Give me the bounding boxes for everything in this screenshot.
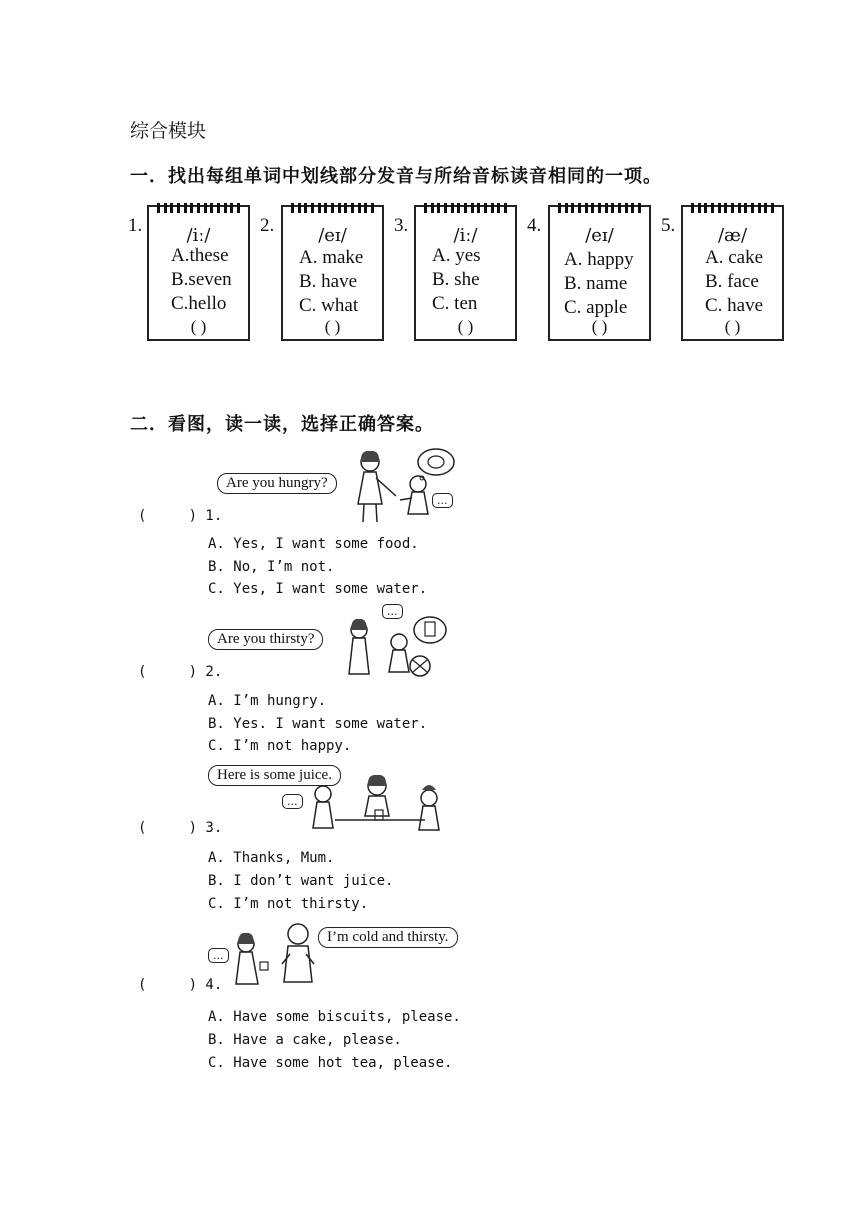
phonetic-card [548,205,651,341]
phonetic-symbol: /æ/ [717,225,748,246]
page-title: 综合模块 [130,120,207,142]
question-number: ( ) 3. [138,820,223,836]
question-number: ( ) 1. [138,508,223,524]
option-c: C. Yes, I want some water. [208,581,428,597]
option-a: A. I’m hungry. [208,693,327,709]
answer-blank[interactable]: ( ) [724,317,741,336]
option-c: C. what [299,295,359,316]
option-c: C. I’m not happy. [208,738,352,754]
option-b: B. face [705,271,759,292]
option-a: A. yes [432,245,481,266]
phonetic-symbol: /eɪ/ [585,225,614,246]
spiral-binding [558,203,641,213]
option-c: C. have [705,295,764,316]
reply-bubble: ... [382,604,403,619]
spiral-binding [424,203,507,213]
option-b: B.seven [171,269,232,290]
phonetic-card [281,205,384,341]
answer-blank[interactable]: ( ) [591,317,608,336]
phonetic-symbol: /iː/ [453,225,478,246]
reply-bubble: ... [208,948,229,963]
phonetic-card [681,205,784,341]
question-number: ( ) 2. [138,664,223,680]
option-b: B. Have a cake, please. [208,1032,402,1048]
option-a: A.these [171,245,229,266]
reply-bubble: ... [282,794,303,809]
option-a: A. Yes, I want some food. [208,536,419,552]
family-table-illustration [305,772,455,834]
speech-bubble: Are you hungry? [217,473,337,494]
spiral-binding [157,203,240,213]
mother-father-illustration [230,920,325,990]
answer-blank[interactable]: ( ) [190,317,207,336]
card-number: 2. [260,215,275,236]
speech-bubble: I’m cold and thirsty. [318,927,458,948]
option-a: A. Have some biscuits, please. [208,1009,461,1025]
card-number: 3. [394,215,409,236]
card-number: 5. [661,215,676,236]
phonetic-card [147,205,250,341]
question-number: ( ) 4. [138,977,223,993]
option-b: B. name [564,273,628,294]
phonetic-symbol: /eɪ/ [318,225,347,246]
reply-bubble: ... [432,493,453,508]
option-a: A. Thanks, Mum. [208,850,335,866]
section1-heading: 一．找出每组单词中划线部分发音与所给音标读音相同的一项。 [130,166,662,187]
answer-blank[interactable]: ( ) [324,317,341,336]
option-b: B. I don’t want juice. [208,873,394,889]
mother-child-illustration [350,448,462,524]
answer-blank[interactable]: ( ) [457,317,474,336]
option-a: A. happy [564,249,634,270]
option-b: B. No, I’m not. [208,559,335,575]
option-c: C. Have some hot tea, please. [208,1055,453,1071]
spiral-binding [691,203,774,213]
option-c: C. ten [432,293,478,314]
option-c: C.hello [171,293,227,314]
speech-bubble: Here is some juice. [208,765,341,786]
option-b: B. have [299,271,358,292]
option-a: A. cake [705,247,764,268]
option-c: C. I’m not thirsty. [208,896,369,912]
section2-heading: 二．看图，读一读，选择正确答案。 [130,414,434,435]
card-number: 1. [128,215,143,236]
card-number: 4. [527,215,542,236]
phonetic-symbol: /iː/ [186,225,211,246]
option-b: B. she [432,269,480,290]
spiral-binding [291,203,374,213]
phonetic-card [414,205,517,341]
option-b: B. Yes. I want some water. [208,716,428,732]
option-c: C. apple [564,297,628,318]
option-a: A. make [299,247,364,268]
speech-bubble: Are you thirsty? [208,629,323,650]
